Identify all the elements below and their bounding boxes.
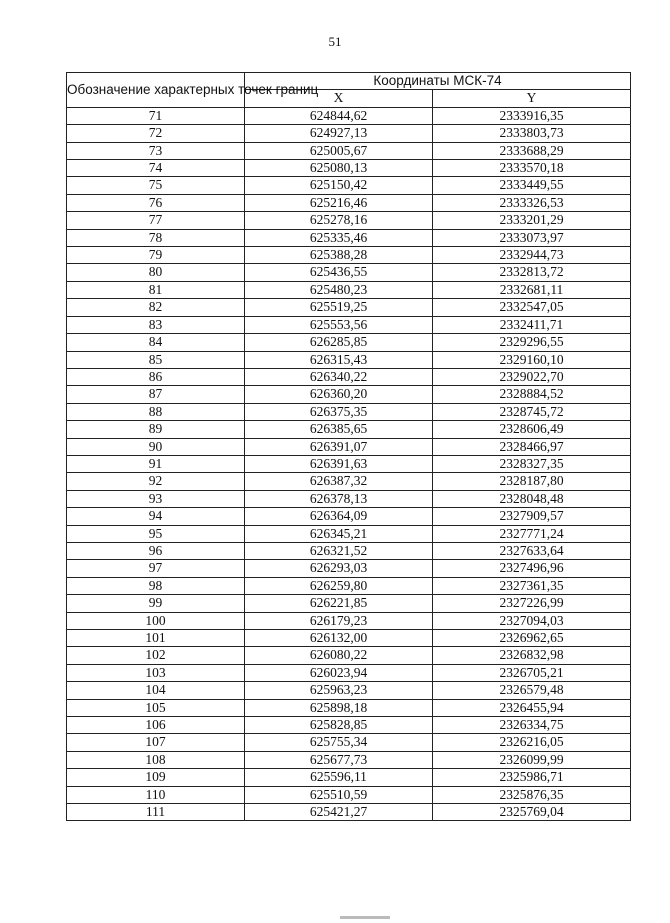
cell-point-id: 106 xyxy=(67,717,245,734)
cell-x: 626340,22 xyxy=(245,368,433,385)
cell-y: 2325876,35 xyxy=(433,786,631,803)
cell-x: 625553,56 xyxy=(245,316,433,333)
cell-x: 626375,35 xyxy=(245,403,433,420)
cell-x: 626179,23 xyxy=(245,612,433,629)
cell-point-id: 82 xyxy=(67,299,245,316)
table-row xyxy=(67,612,631,629)
cell-y: 2328606,49 xyxy=(433,421,631,438)
table-row xyxy=(67,212,631,229)
table-header xyxy=(67,73,631,108)
cell-point-id: 101 xyxy=(67,630,245,647)
cell-point-id: 72 xyxy=(67,125,245,142)
cell-y: 2332681,11 xyxy=(433,281,631,298)
table-row xyxy=(67,804,631,821)
cell-y: 2327496,96 xyxy=(433,560,631,577)
table-row xyxy=(67,751,631,768)
cell-y: 2332944,73 xyxy=(433,247,631,264)
cell-point-id: 90 xyxy=(67,438,245,455)
table-row xyxy=(67,734,631,751)
cell-y: 2333073,97 xyxy=(433,229,631,246)
cell-x: 625216,46 xyxy=(245,194,433,211)
table-row xyxy=(67,229,631,246)
cell-point-id: 104 xyxy=(67,682,245,699)
cell-x: 625421,27 xyxy=(245,804,433,821)
cell-point-id: 77 xyxy=(67,212,245,229)
cell-x: 625596,11 xyxy=(245,769,433,786)
table-row xyxy=(67,281,631,298)
cell-x: 625519,25 xyxy=(245,299,433,316)
table-row xyxy=(67,177,631,194)
cell-point-id: 75 xyxy=(67,177,245,194)
cell-y: 2333326,53 xyxy=(433,194,631,211)
cell-y: 2333916,35 xyxy=(433,107,631,124)
cell-x: 626391,07 xyxy=(245,438,433,455)
table-row xyxy=(67,508,631,525)
table-row xyxy=(67,107,631,124)
cell-y: 2327909,57 xyxy=(433,508,631,525)
cell-point-id: 110 xyxy=(67,786,245,803)
table-row xyxy=(67,455,631,472)
cell-y: 2325769,04 xyxy=(433,804,631,821)
cell-point-id: 107 xyxy=(67,734,245,751)
table-row xyxy=(67,595,631,612)
cell-x: 626391,63 xyxy=(245,455,433,472)
header-x: X xyxy=(245,90,433,107)
cell-x: 626080,22 xyxy=(245,647,433,664)
cell-y: 2333201,29 xyxy=(433,212,631,229)
cell-x: 625150,42 xyxy=(245,177,433,194)
cell-x: 625828,85 xyxy=(245,717,433,734)
cell-point-id: 98 xyxy=(67,577,245,594)
cell-point-id: 74 xyxy=(67,160,245,177)
cell-y: 2332411,71 xyxy=(433,316,631,333)
cell-y: 2333570,18 xyxy=(433,160,631,177)
cell-x: 625480,23 xyxy=(245,281,433,298)
scan-mark xyxy=(340,916,390,919)
cell-y: 2327361,35 xyxy=(433,577,631,594)
table-row xyxy=(67,699,631,716)
cell-y: 2328327,35 xyxy=(433,455,631,472)
cell-point-id: 99 xyxy=(67,595,245,612)
cell-point-id: 103 xyxy=(67,664,245,681)
cell-x: 626221,85 xyxy=(245,595,433,612)
table-row xyxy=(67,421,631,438)
cell-x: 624844,62 xyxy=(245,107,433,124)
cell-y: 2326962,65 xyxy=(433,630,631,647)
cell-point-id: 92 xyxy=(67,473,245,490)
table-row xyxy=(67,577,631,594)
cell-x: 625898,18 xyxy=(245,699,433,716)
cell-point-id: 84 xyxy=(67,334,245,351)
cell-x: 625335,46 xyxy=(245,229,433,246)
cell-point-id: 111 xyxy=(67,804,245,821)
cell-y: 2327771,24 xyxy=(433,525,631,542)
cell-x: 625278,16 xyxy=(245,212,433,229)
cell-point-id: 83 xyxy=(67,316,245,333)
cell-point-id: 108 xyxy=(67,751,245,768)
cell-x: 625388,28 xyxy=(245,247,433,264)
table-row xyxy=(67,542,631,559)
cell-x: 626321,52 xyxy=(245,542,433,559)
cell-x: 626315,43 xyxy=(245,351,433,368)
cell-point-id: 95 xyxy=(67,525,245,542)
table-row xyxy=(67,490,631,507)
cell-y: 2326579,48 xyxy=(433,682,631,699)
cell-point-id: 78 xyxy=(67,229,245,246)
table-row xyxy=(67,769,631,786)
table-row xyxy=(67,247,631,264)
cell-x: 626345,21 xyxy=(245,525,433,542)
header-point-label: Обозначение характерных точек границ xyxy=(67,73,245,108)
cell-y: 2332813,72 xyxy=(433,264,631,281)
table-row xyxy=(67,560,631,577)
table-row xyxy=(67,630,631,647)
cell-point-id: 71 xyxy=(67,107,245,124)
cell-x: 626259,80 xyxy=(245,577,433,594)
cell-x: 625005,67 xyxy=(245,142,433,159)
cell-y: 2325986,71 xyxy=(433,769,631,786)
cell-x: 626360,20 xyxy=(245,386,433,403)
table-row xyxy=(67,473,631,490)
header-row-top xyxy=(67,73,631,90)
cell-y: 2327633,64 xyxy=(433,542,631,559)
cell-x: 626293,03 xyxy=(245,560,433,577)
table-row xyxy=(67,682,631,699)
table-row xyxy=(67,525,631,542)
cell-y: 2326705,21 xyxy=(433,664,631,681)
table-row xyxy=(67,160,631,177)
cell-y: 2326099,99 xyxy=(433,751,631,768)
cell-y: 2326216,05 xyxy=(433,734,631,751)
cell-x: 626285,85 xyxy=(245,334,433,351)
cell-y: 2326832,98 xyxy=(433,647,631,664)
table-body xyxy=(67,107,631,821)
table-row xyxy=(67,194,631,211)
cell-y: 2329296,55 xyxy=(433,334,631,351)
table-row xyxy=(67,142,631,159)
cell-y: 2328048,48 xyxy=(433,490,631,507)
cell-point-id: 86 xyxy=(67,368,245,385)
cell-point-id: 109 xyxy=(67,769,245,786)
table-row xyxy=(67,351,631,368)
cell-x: 625436,55 xyxy=(245,264,433,281)
cell-y: 2332547,05 xyxy=(433,299,631,316)
table-row xyxy=(67,334,631,351)
table-row xyxy=(67,386,631,403)
cell-point-id: 97 xyxy=(67,560,245,577)
cell-y: 2328466,97 xyxy=(433,438,631,455)
cell-x: 625963,23 xyxy=(245,682,433,699)
table-row xyxy=(67,125,631,142)
cell-point-id: 102 xyxy=(67,647,245,664)
table-row xyxy=(67,786,631,803)
cell-point-id: 73 xyxy=(67,142,245,159)
cell-y: 2333449,55 xyxy=(433,177,631,194)
cell-y: 2329022,70 xyxy=(433,368,631,385)
cell-point-id: 96 xyxy=(67,542,245,559)
cell-y: 2328187,80 xyxy=(433,473,631,490)
cell-x: 624927,13 xyxy=(245,125,433,142)
cell-point-id: 87 xyxy=(67,386,245,403)
cell-point-id: 94 xyxy=(67,508,245,525)
cell-x: 625510,59 xyxy=(245,786,433,803)
cell-point-id: 88 xyxy=(67,403,245,420)
cell-x: 626132,00 xyxy=(245,630,433,647)
cell-x: 625755,34 xyxy=(245,734,433,751)
cell-y: 2329160,10 xyxy=(433,351,631,368)
table-row xyxy=(67,316,631,333)
cell-point-id: 91 xyxy=(67,455,245,472)
cell-x: 626385,65 xyxy=(245,421,433,438)
page-number: 51 xyxy=(328,34,342,49)
cell-x: 626378,13 xyxy=(245,490,433,507)
table-row xyxy=(67,368,631,385)
table-row xyxy=(67,403,631,420)
cell-point-id: 76 xyxy=(67,194,245,211)
cell-point-id: 93 xyxy=(67,490,245,507)
coordinates-table xyxy=(66,72,631,821)
table-row xyxy=(67,438,631,455)
cell-x: 626387,32 xyxy=(245,473,433,490)
cell-y: 2327226,99 xyxy=(433,595,631,612)
cell-y: 2326334,75 xyxy=(433,717,631,734)
cell-point-id: 100 xyxy=(67,612,245,629)
cell-y: 2328884,52 xyxy=(433,386,631,403)
table-row xyxy=(67,264,631,281)
table-row xyxy=(67,717,631,734)
cell-x: 626023,94 xyxy=(245,664,433,681)
header-coordinates-group: Координаты МСК-74 xyxy=(245,73,631,90)
cell-y: 2333803,73 xyxy=(433,125,631,142)
table-row xyxy=(67,664,631,681)
cell-x: 626364,09 xyxy=(245,508,433,525)
cell-y: 2326455,94 xyxy=(433,699,631,716)
cell-x: 625677,73 xyxy=(245,751,433,768)
cell-x: 625080,13 xyxy=(245,160,433,177)
cell-y: 2327094,03 xyxy=(433,612,631,629)
table-row xyxy=(67,647,631,664)
cell-y: 2328745,72 xyxy=(433,403,631,420)
cell-point-id: 79 xyxy=(67,247,245,264)
cell-y: 2333688,29 xyxy=(433,142,631,159)
cell-point-id: 85 xyxy=(67,351,245,368)
cell-point-id: 89 xyxy=(67,421,245,438)
cell-point-id: 81 xyxy=(67,281,245,298)
table-row xyxy=(67,299,631,316)
cell-point-id: 80 xyxy=(67,264,245,281)
header-y: Y xyxy=(433,90,631,107)
cell-point-id: 105 xyxy=(67,699,245,716)
